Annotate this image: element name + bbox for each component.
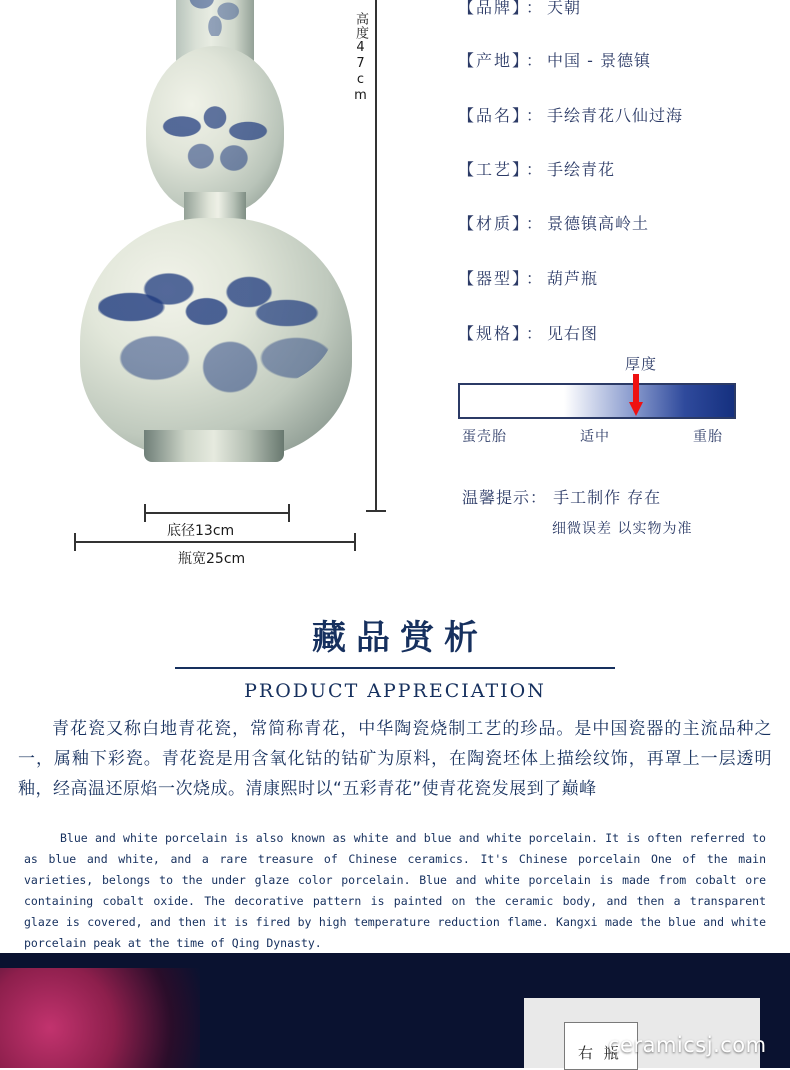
spec-value-size: 见右图 <box>547 324 599 343</box>
notice-line-1: 温馨提示： 手工制作 存在 <box>462 488 662 507</box>
spec-key-material: 【材质】 <box>458 214 523 233</box>
specification-panel <box>440 0 790 588</box>
spec-row-origin <box>458 48 788 71</box>
spec-value-product-name: 手绘青花八仙过海 <box>547 106 684 125</box>
spec-key-origin: 【产地】 <box>458 51 523 70</box>
width-measure-tick-right <box>354 533 356 551</box>
base-measure-tick-right <box>288 504 290 522</box>
spec-row-product-name <box>458 103 788 126</box>
product-image-panel <box>0 0 440 588</box>
thickness-gauge-title: 厚度 <box>625 355 658 373</box>
thickness-gauge-bar <box>458 383 736 419</box>
height-measure-tick-bottom <box>366 510 386 512</box>
spec-sep-product-name: ： <box>526 106 544 125</box>
notice-line-2: 细微误差 以实物为准 <box>552 521 693 537</box>
appreciation-divider <box>175 667 615 669</box>
spec-sep-craft: ： <box>526 160 544 179</box>
spec-row-craft <box>458 157 788 180</box>
width-measure-line <box>74 541 356 543</box>
footer-decor-photo <box>0 968 200 1068</box>
spec-row-shape <box>458 266 788 289</box>
thickness-marker-arrow-icon <box>629 374 643 418</box>
height-measure-line <box>375 0 377 512</box>
spec-key-brand: 【品牌】 <box>458 0 523 17</box>
spec-key-shape: 【器型】 <box>458 269 523 288</box>
base-measure-tick-left <box>144 504 146 522</box>
spec-sep-material: ： <box>526 214 544 233</box>
width-measure-tick-left <box>74 533 76 551</box>
spec-key-size: 【规格】 <box>458 324 523 343</box>
spec-row-material <box>458 211 788 234</box>
spec-value-brand: 天朝 <box>547 0 582 17</box>
appreciation-body-chinese: 青花瓷又称白地青花瓷，常简称青花，中华陶瓷烧制工艺的珍品。是中国瓷器的主流品种之一，属釉下彩瓷。青花瓷是用含氧化钴的钴矿为原料，在陶瓷坯体上描绘纹饰，再罩上一层透明釉，经高温还原焰一次烧成。清康熙时以“五彩青花”使青花瓷发展到了巅峰 <box>18 719 772 799</box>
appreciation-section <box>0 588 790 953</box>
spec-key-craft: 【工艺】 <box>458 160 523 179</box>
appreciation-body-english: Blue and white porcelain is also known as white and blue and white porcelain. It is often referred to as blue and white, and a rare treasure of Chinese ceramics. It's Chinese porcelain One of the main varieties, belongs to the under glaze color porcelain. Blue and white porcelain is made from cobalt ore containing cobalt oxide. The decorative pattern is painted on the ceramic body, and then a transparent glaze is covered, and then it is fired by high temperature reduction flame. Kangxi made the blue and white porcelain peak at the time of Qing Dynasty. <box>24 831 766 950</box>
spec-value-craft: 手绘青花 <box>547 160 616 179</box>
spec-sep-shape: ： <box>526 269 544 288</box>
spec-sep-size: ： <box>526 324 544 343</box>
thickness-label-medium: 适中 <box>580 429 610 445</box>
spec-row-brand <box>458 0 788 18</box>
appreciation-title: 藏品赏析 <box>312 618 488 658</box>
spec-value-origin: 中国 - 景德镇 <box>547 51 651 70</box>
thickness-label-thin: 蛋壳胎 <box>462 429 507 445</box>
spec-key-product-name: 【品名】 <box>458 106 523 125</box>
footer-card-label: 右 瓶 <box>578 1044 622 1062</box>
appreciation-subtitle: PRODUCT APPRECIATION <box>244 680 546 702</box>
base-measure-line <box>144 512 290 514</box>
vase-width-label: 瓶宽25cm <box>178 551 246 567</box>
spec-sep-brand: ： <box>526 0 544 17</box>
spec-value-shape: 葫芦瓶 <box>547 269 599 288</box>
height-measure-label: 高度47cm <box>353 12 368 104</box>
base-diameter-label: 底径13cm <box>167 523 235 539</box>
thickness-label-thick: 重胎 <box>693 429 723 445</box>
spec-value-material: 景德镇高岭土 <box>547 214 650 233</box>
vase-foot <box>144 430 284 462</box>
site-watermark: ceramicsj.com <box>608 1033 767 1057</box>
vase-lower-body <box>80 218 352 458</box>
vase-upper-bulb <box>146 46 284 214</box>
spec-sep-origin: ： <box>526 51 544 70</box>
vase-illustration <box>72 0 362 515</box>
spec-row-size <box>458 321 788 344</box>
